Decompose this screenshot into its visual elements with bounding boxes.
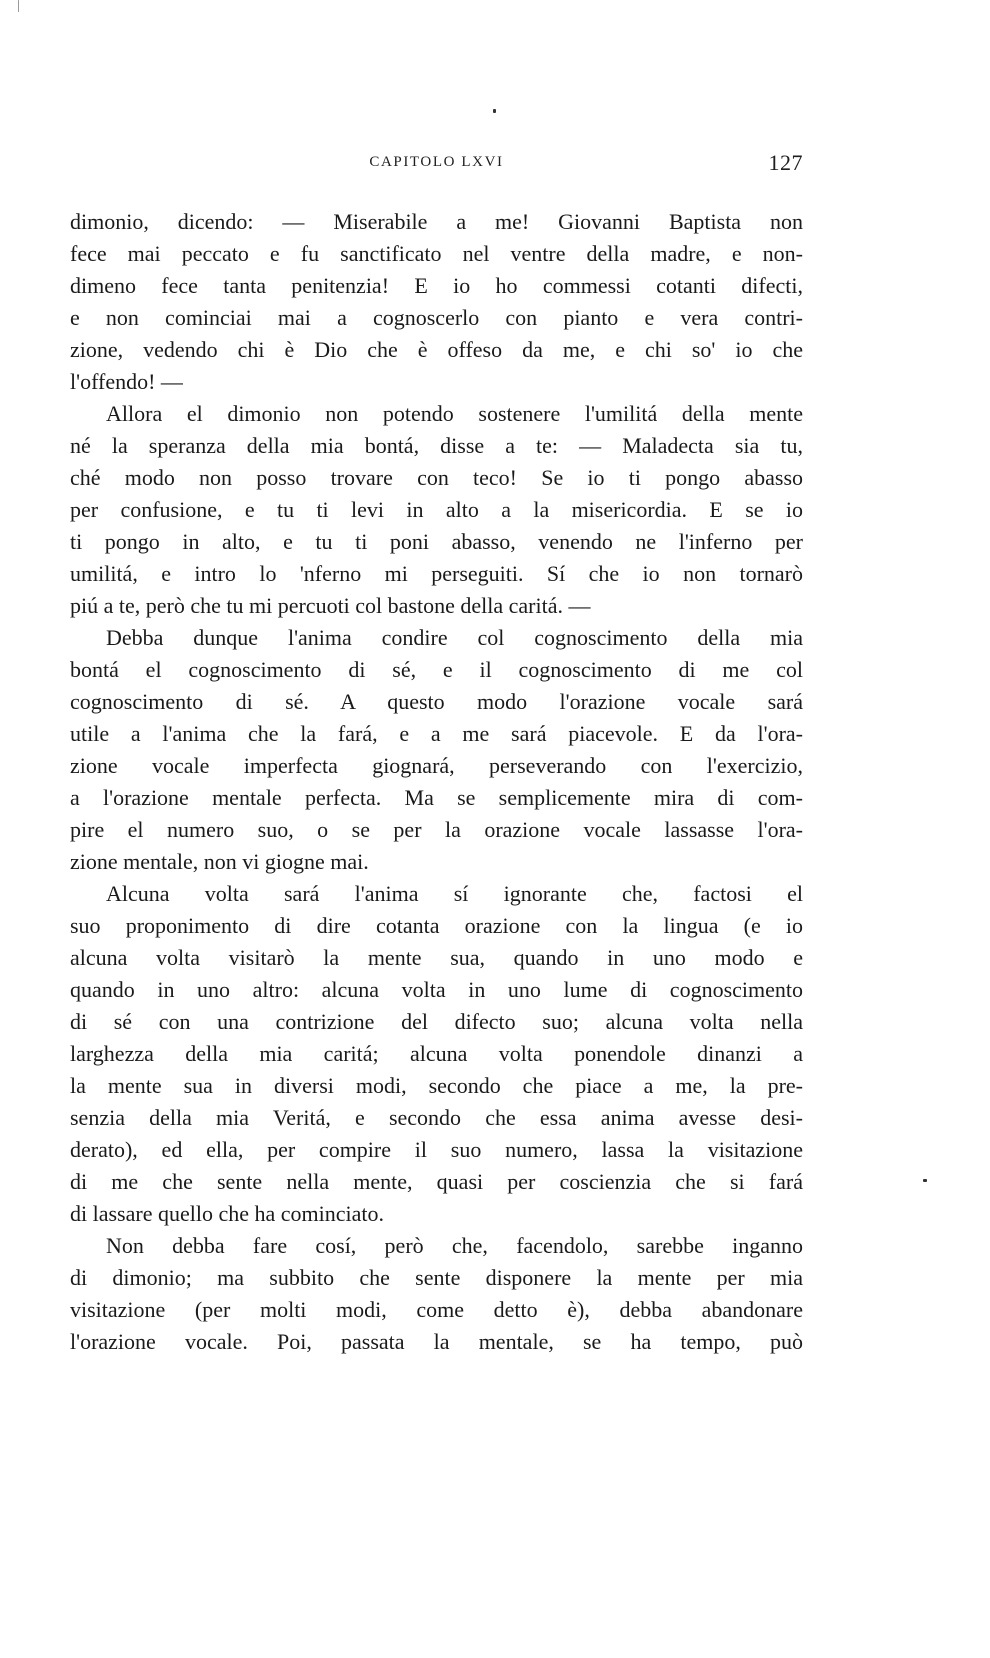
text-line: Non debba fare cosí, però che, facendolo, sarebbe inganno xyxy=(106,1233,803,1258)
scan-mark xyxy=(18,0,19,12)
text-line: senzia della mia Veritá, e secondo che essa anima avesse desi- xyxy=(70,1105,803,1130)
text-line: e non cominciai mai a cognoscerlo con pianto e vera contri- xyxy=(70,305,803,330)
text-line: zione, vedendo chi è Dio che è offeso da me, e chi so' io che xyxy=(70,337,803,362)
text-line: suo proponimento di dire cotanta orazione con la lingua (e io xyxy=(70,913,803,938)
page-number: 127 xyxy=(768,150,803,175)
ink-speck xyxy=(923,1179,927,1182)
paragraph xyxy=(70,622,803,878)
paragraph xyxy=(70,206,803,398)
text-line: né la speranza della mia bontá, disse a te: — Maladecta sia tu, xyxy=(70,433,803,458)
paragraph xyxy=(70,1230,803,1358)
running-head: CAPITOLO LXVI xyxy=(369,154,504,170)
text-line: quando in uno altro: alcuna volta in uno lume di cognoscimento xyxy=(70,977,803,1002)
text-line: l'orazione vocale. Poi, passata la mentale, se ha tempo, può xyxy=(70,1329,803,1354)
text-line: ti pongo in alto, e tu ti poni abasso, venendo ne l'inferno per xyxy=(70,529,803,554)
text-line: l'offendo! — xyxy=(70,369,183,394)
text-line: di lassare quello che ha cominciato. xyxy=(70,1201,384,1226)
text-line: visitazione (per molti modi, come detto è), debba abandonare xyxy=(70,1297,803,1322)
paragraph xyxy=(70,878,803,1230)
text-line: di sé con una contrizione del difecto suo; alcuna volta nella xyxy=(70,1009,803,1034)
text-line: dimonio, dicendo: — Miserabile a me! Giovanni Baptista non xyxy=(70,209,803,234)
ink-speck xyxy=(493,109,496,113)
text-line: zione mentale, non vi giogne mai. xyxy=(70,849,369,874)
text-line: ché modo non posso trovare con teco! Se io ti pongo abasso xyxy=(70,465,803,490)
text-line: alcuna volta visitarò la mente sua, quando in uno modo e xyxy=(70,945,803,970)
text-line: larghezza della mia caritá; alcuna volta ponendole dinanzi a xyxy=(70,1041,803,1066)
text-line: di dimonio; ma subbito che sente disponere la mente per mia xyxy=(70,1265,803,1290)
text-line: a l'orazione mentale perfecta. Ma se semplicemente mira di com- xyxy=(70,785,803,810)
text-line: pire el numero suo, o se per la orazione vocale lassasse l'ora- xyxy=(70,817,803,842)
page-header xyxy=(70,150,803,182)
text-line: derato), ed ella, per compire il suo numero, lassa la visitazione xyxy=(70,1137,803,1162)
text-line: piú a te, però che tu mi percuoti col bastone della caritá. — xyxy=(70,593,591,618)
text-line: utile a l'anima che la fará, e a me sará piacevole. E da l'ora- xyxy=(70,721,803,746)
text-line: per confusione, e tu ti levi in alto a la misericordia. E se io xyxy=(70,497,803,522)
text-line: Allora el dimonio non potendo sostenere l'umilitá della mente xyxy=(106,401,803,426)
text-line: zione vocale imperfecta giognará, perseverando con l'exercizio, xyxy=(70,753,803,778)
text-line: di me che sente nella mente, quasi per coscienzia che si fará xyxy=(70,1169,803,1194)
text-line: Alcuna volta sará l'anima sí ignorante che, factosi el xyxy=(106,881,803,906)
text-line: cognoscimento di sé. A questo modo l'orazione vocale sará xyxy=(70,689,803,714)
paragraph xyxy=(70,398,803,622)
text-line: la mente sua in diversi modi, secondo che piace a me, la pre- xyxy=(70,1073,803,1098)
text-line: fece mai peccato e fu sanctificato nel ventre della madre, e non- xyxy=(70,241,803,266)
text-line: umilitá, e intro lo 'nferno mi perseguiti. Sí che io non tornarò xyxy=(70,561,803,586)
text-line: dimeno fece tanta penitenzia! E io ho commessi cotanti difecti, xyxy=(70,273,803,298)
text-line: Debba dunque l'anima condire col cognoscimento della mia xyxy=(106,625,803,650)
body-text xyxy=(70,206,803,1358)
text-line: bontá el cognoscimento di sé, e il cognoscimento di me col xyxy=(70,657,803,682)
